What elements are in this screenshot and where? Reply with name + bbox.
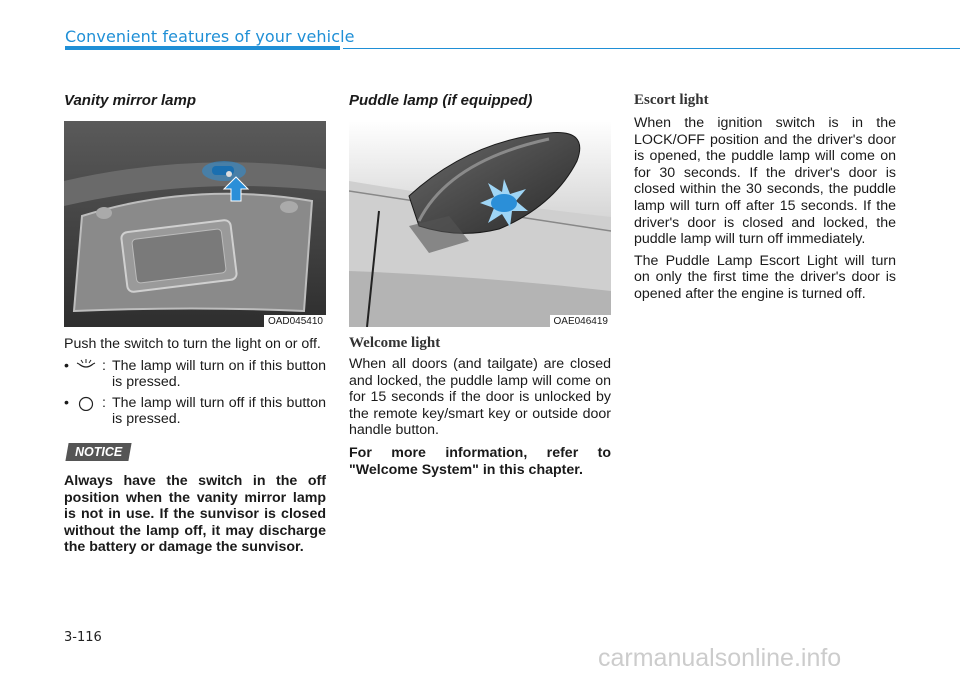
escort-light-subtitle: Escort light — [634, 92, 709, 108]
welcome-light-reference: For more information, refer to "Welcome System" in this chapter. — [349, 444, 611, 478]
header-rule-thin — [343, 48, 960, 49]
notice-badge: NOTICE — [65, 443, 131, 461]
bullet-lamp-off-text: The lamp will turn off if this button is pressed. — [112, 394, 326, 428]
vanity-mirror-title: Vanity mirror lamp — [64, 92, 196, 109]
column-vanity-mirror — [64, 92, 326, 561]
mirror-puddle-lamp-illustration — [349, 121, 611, 327]
vanity-mirror-figure — [64, 121, 326, 327]
figure-code: OAD045410 — [264, 315, 326, 327]
section-header-title: Convenient features of your vehicle — [65, 27, 355, 46]
bullet-lamp-off: • : The lamp will turn off if this button is pressed. — [64, 394, 326, 428]
bullet-lamp-on-text: The lamp will turn on if this button is pressed. — [112, 357, 326, 391]
puddle-lamp-figure — [349, 121, 611, 327]
bullet-lamp-on: • : The lamp will turn on if this button is pressed. — [64, 357, 326, 391]
page-number: 3-116 — [64, 630, 102, 645]
header-rule-thick — [65, 46, 340, 50]
sunvisor-illustration — [64, 121, 326, 327]
vanity-intro-text: Push the switch to turn the light on or off. — [64, 336, 321, 352]
figure-code: OAE046419 — [550, 315, 612, 327]
welcome-light-subtitle: Welcome light — [349, 335, 441, 351]
lamp-on-icon — [76, 359, 96, 374]
welcome-light-text: When all doors (and tailgate) are closed and locked, the puddle lamp will come on for 15 seconds if the door is unlocked by the remote key/smart key or outside door handle button. — [349, 356, 611, 439]
notice-text: Always have the switch in the off position when the vanity mirror lamp is not in use. If the sunvisor is closed without the lamp off, it may discharge the battery or damage the sunvisor. — [64, 472, 326, 556]
watermark: carmanualsonline.info — [598, 644, 842, 672]
puddle-lamp-title: Puddle lamp (if equipped) — [349, 92, 533, 109]
escort-light-p1: When the ignition switch is in the LOCK/OFF position and the driver's door is opened, the puddle lamp will come on for 30 seconds. If the driver's door is closed within the 30 seconds, the puddle lamp will turn off after 15 seconds. If the driver's door is closed and locked, the puddle lamp will turn off immediately. — [634, 115, 896, 248]
column-puddle-lamp — [349, 92, 611, 483]
column-escort-light — [634, 92, 896, 308]
escort-light-p2: The Puddle Lamp Escort Light will turn on only the first time the driver's door is opened after the engine is turned off. — [634, 252, 896, 302]
lamp-off-circle-icon — [76, 396, 96, 411]
